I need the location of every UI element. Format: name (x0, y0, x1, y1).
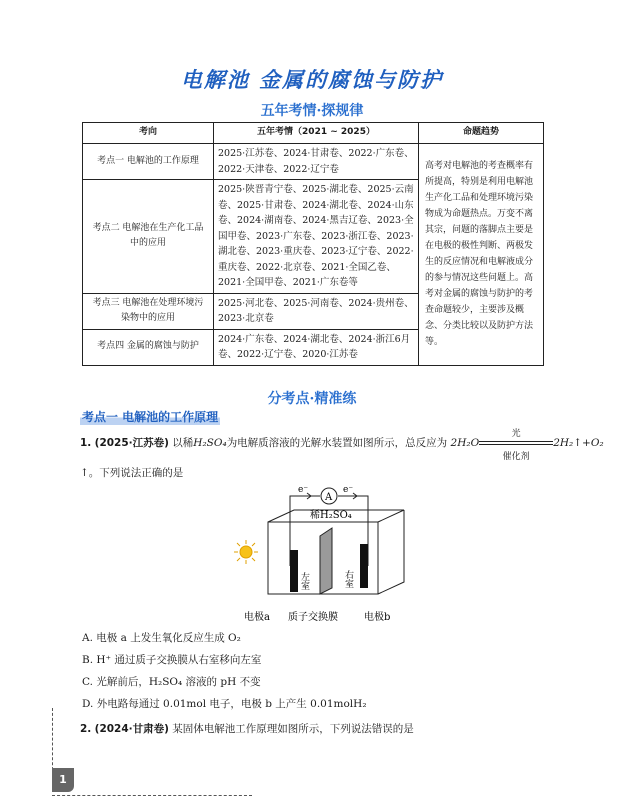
question-1-stem: 1. (2025·江苏卷) 以稀H₂SO₄为电解质溶液的光解水装置如图所示，总反应为 2H₂O 光 催化剂 2H₂↑+O₂ (80, 429, 604, 462)
question-source: (2025·江苏卷) (94, 437, 169, 449)
exam-trend-table (82, 122, 544, 366)
topic-cell: 考点二 电解池在生产化工品中的应用 (83, 180, 214, 294)
page-bottom-line (52, 795, 252, 796)
option-a[interactable]: A. 电极 a 上发生氧化反应生成 O₂ (82, 632, 241, 644)
exams-cell: 2025·河北卷、2025·河南卷、2024·贵州卷、2023·北京卷 (214, 293, 419, 329)
header-exams: 五年考情（2021 ~ 2025） (214, 123, 419, 144)
question-source: (2024·甘肃卷) (94, 723, 169, 735)
electrode-b (360, 544, 368, 588)
topic-cell: 考点四 金属的腐蚀与防护 (83, 329, 214, 365)
section-title-practice: 分考点·精准练 (267, 391, 357, 407)
solution-label: 稀H₂SO₄ (310, 510, 352, 521)
option-c[interactable]: C. 光解前后，H₂SO₄ 溶液的 pH 不变 (82, 676, 261, 688)
equation-lhs: 2H₂O (450, 437, 480, 449)
container-box (268, 510, 404, 594)
page-title: 电解池 金属的腐蚀与防护 (180, 67, 444, 92)
reaction-arrow: 光 催化剂 (479, 434, 553, 452)
section-title-trends: 五年考情·探规律 (260, 103, 364, 119)
membrane-label: 质子交换膜 (288, 612, 338, 623)
table-header-row (83, 123, 544, 144)
page-number: 1 (52, 768, 74, 792)
exams-cell: 2025·陕晋青宁卷、2025·湖北卷、2025·云南卷、2025·甘肃卷、2024·湖北卷、2024·山东卷、2024·湖南卷、2024·黑吉辽卷、2023·全国甲卷、2023·广东卷、2023·浙江卷、2023·湖北卷、2023·重庆卷、2023·辽宁卷、2022·重庆卷、2022·北京卷、2021·全国乙卷、2021·全国甲卷、2021·广东卷等 (214, 180, 419, 294)
topic-cell: 考点一 电解池的工作原理 (83, 144, 214, 180)
proton-membrane (320, 528, 332, 594)
electron-left-label: e⁻ (298, 485, 309, 495)
electrode-b-label: 电极b (364, 612, 391, 623)
electrode-a-label: 电极a (244, 612, 270, 623)
exams-cell: 2025·江苏卷、2024·甘肃卷、2022·广东卷、2022·天津卷、2022·辽宁卷 (214, 144, 419, 180)
table-row (83, 144, 544, 180)
point-heading: 考点一 电解池的工作原理 (82, 410, 219, 424)
question-1-stem-line2: ↑。下列说法正确的是 (80, 467, 184, 479)
right-room-label: 右室 (343, 570, 353, 588)
sun-icon (234, 540, 258, 564)
left-room-label: 左室 (299, 572, 309, 590)
topic-cell: 考点三 电解池在处理环境污染物中的应用 (83, 293, 214, 329)
header-trend: 命题趋势 (419, 123, 544, 144)
question-2-stem: 2. (2024·甘肃卷) 某固体电解池工作原理如图所示，下列说法错误的是 (80, 723, 414, 735)
electrode-a (290, 550, 298, 592)
ammeter-label: A (325, 492, 333, 503)
electrolysis-diagram (228, 484, 424, 624)
equation-rhs: 2H₂↑+O₂ (553, 437, 604, 449)
electron-right-label: e⁻ (343, 485, 354, 495)
header-topic: 考向 (83, 123, 214, 144)
trend-cell: 高考对电解池的考查概率有所提高，特别是利用电解池生产化工品和处理环境污染物成为命题热点。万变不离其宗，问题的落脚点主要是在电极的极性判断、两极发生的反应情况和电解液成分的参与情况这些问题上。高考对金属的腐蚀与防护的考查命题较少，主要涉及概念、分类比较以及防护方法等。 (419, 144, 544, 366)
exams-cell: 2024·广东卷、2024·湖北卷、2024·浙江6月卷、2022·辽宁卷、2020·江苏卷 (214, 329, 419, 365)
option-b[interactable]: B. H⁺ 通过质子交换膜从右室移向左室 (82, 654, 262, 666)
option-d[interactable]: D. 外电路每通过 0.01mol 电子，电极 b 上产生 0.01molH₂ (82, 698, 367, 710)
